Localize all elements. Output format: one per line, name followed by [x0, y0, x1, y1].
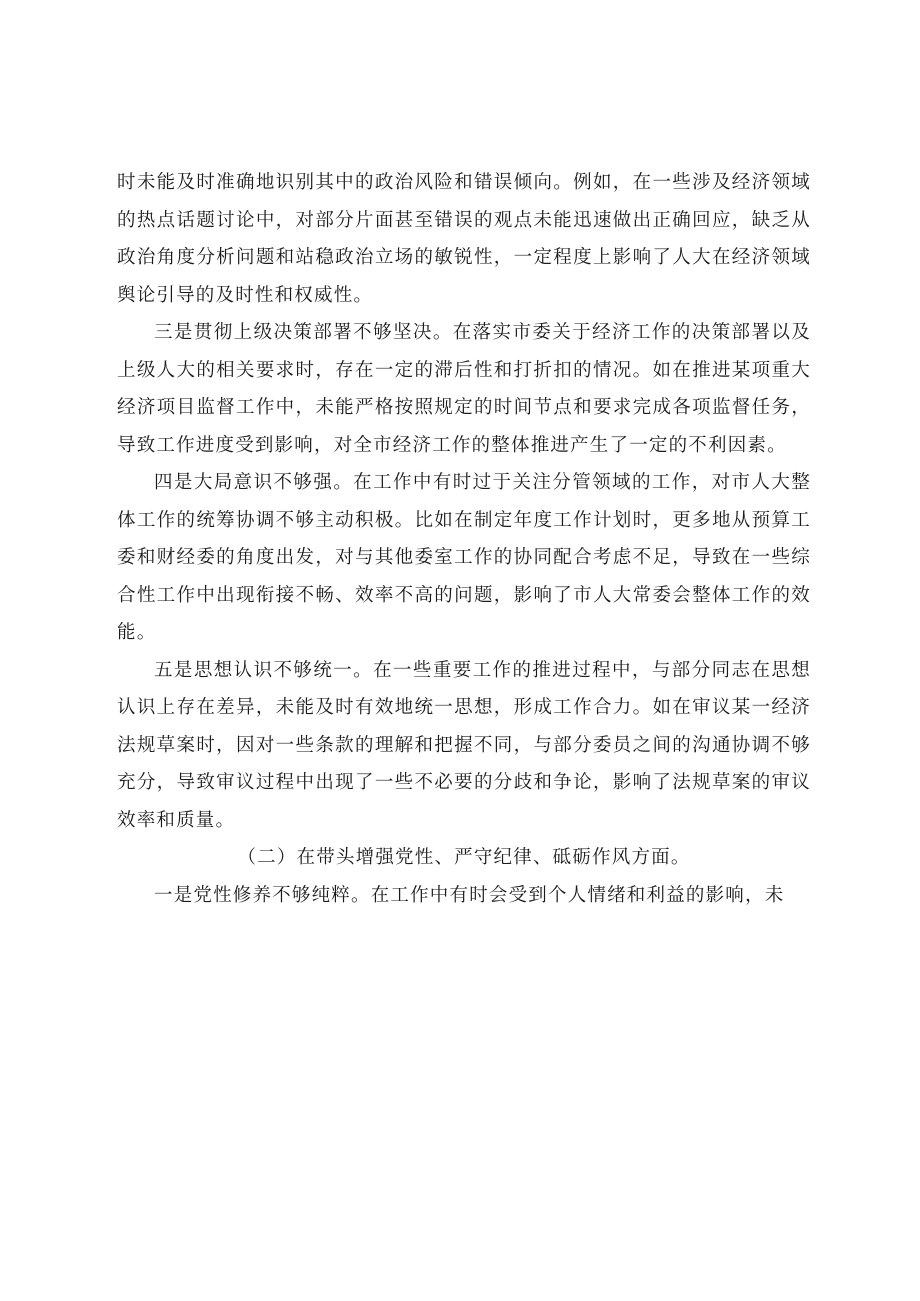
- paragraph-continuation: 时未能及时准确地识别其中的政治风险和错误倾向。例如，在一些涉及经济领域的热点话题讨论中，对部分片面甚至错误的观点未能迅速做出正确回应，缺乏从政治角度分析问题和站稳政治立场的敏锐性，一定程度上影响了人大在经济领域舆论引导的及时性和权威性。: [117, 172, 811, 306]
- paragraph-point-five: 五是思想认识不够统一。在一些重要工作的推进过程中，与部分同志在思想认识上存在差异，未能及时有效地统一思想，形成工作合力。如在审议某一经济法规草案时，因对一些条款的理解和把握不同，与部分委员之间的沟通协调不够充分，导致审议过程中出现了一些不必要的分歧和争论，影响了法规草案的审议效率和质量。: [117, 659, 811, 831]
- document-body: [117, 164, 811, 914]
- paragraph-point-three: 三是贯彻上级决策部署不够坚决。在落实市委关于经济工作的决策部署以及上级人大的相关要求时，存在一定的滞后性和打折扣的情况。如在推进某项重大经济项目监督工作中，未能严格按照规定的时间节点和要求完成各项监督任务，导致工作进度受到影响，对全市经济工作的整体推进产生了一定的不利因素。: [117, 322, 811, 456]
- section-heading: （二）在带头增强党性、严守纪律、砥砺作风方面。: [237, 847, 691, 868]
- paragraph-point-four: 四是大局意识不够强。在工作中有时过于关注分管领域的工作，对市人大整体工作的统筹协调不够主动积极。比如在制定年度工作计划时，更多地从预算工委和财经委的角度出发，对与其他委室工作的协同配合考虑不足，导致在一些综合性工作中出现衔接不畅、效率不高的问题，影响了市人大常委会整体工作的效能。: [117, 472, 811, 643]
- paragraph-point-one: 一是党性修养不够纯粹。在工作中有时会受到个人情绪和利益的影响，未: [154, 884, 785, 906]
